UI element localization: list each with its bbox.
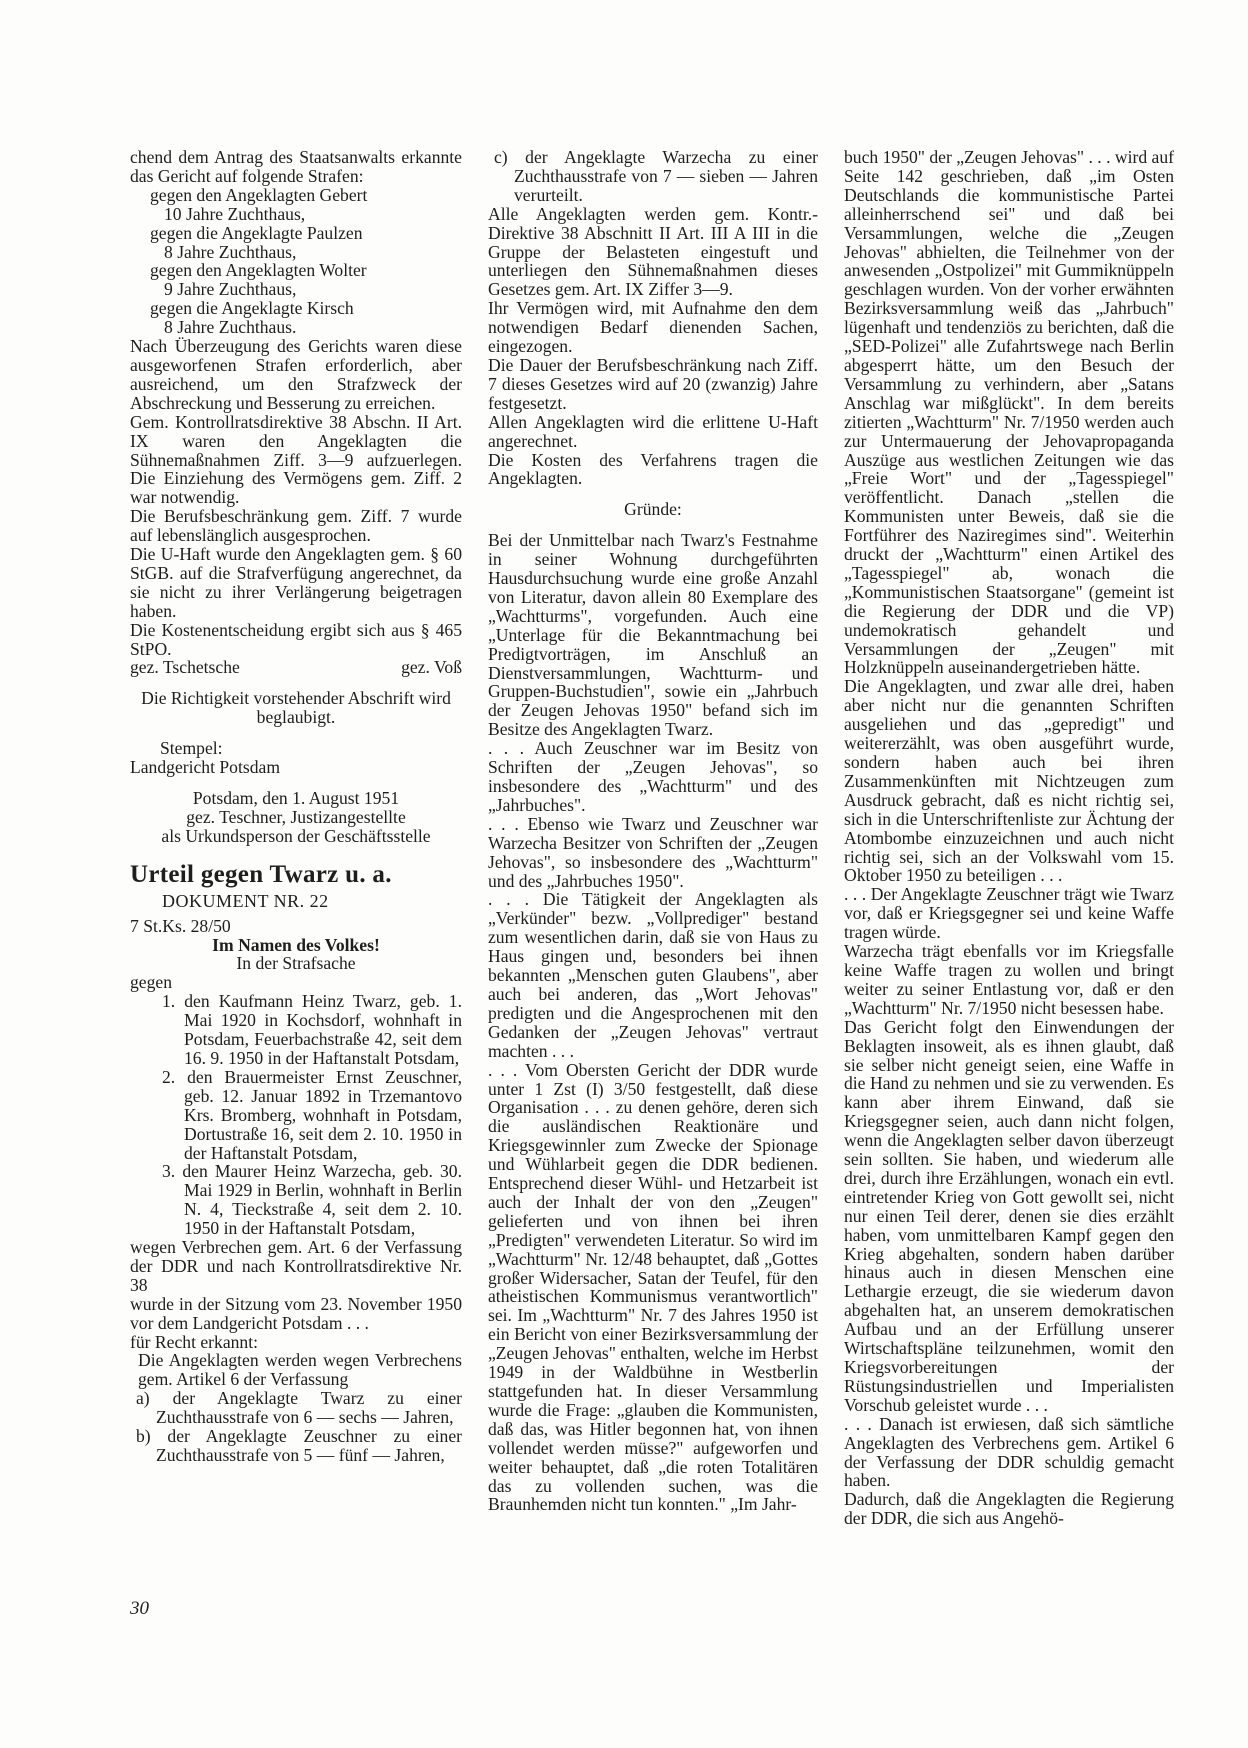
- paragraph: Die Angeklagten, und zwar alle drei, haben aber nicht nur die genannten Schriften ausgeliehen und das „gepredigt" und weitererzählt, was oben ausgeführt wurde, sondern haben auch bei ihren Zusammenkünften mit Nichtzeugen zum Ausdruck gebracht, daß es nicht richtig sei, sich in die Unterschriftenliste zur Ächtung der Atombombe einzuzeichnen und auch nicht richtig sei, sich an der Volkswahl vom 15. Oktober 1950 zu beteiligen . . .: [844, 676, 1174, 886]
- paragraph: Ihr Vermögen wird, mit Aufnahme den dem notwendigen Bedarf dienenden Sachen, eingezogen.: [488, 298, 818, 357]
- paragraph: Die Angeklagten werden wegen Verbrechens gem. Artikel 6 der Verfassung: [138, 1350, 462, 1390]
- paragraph: chend dem Antrag des Staatsanwalts erkannte das Gericht auf folgende Strafen:: [130, 147, 462, 186]
- certification-date: Potsdam, den 1. August 1951: [192, 788, 400, 808]
- certification-signature: gez. Teschner, Justizangestellte: [186, 806, 406, 827]
- sentence-line: gegen die Angeklagte Paulzen: [150, 222, 363, 243]
- sentence-line: 8 Jahre Zuchthaus,: [164, 241, 297, 262]
- certification: Die Richtigkeit vorstehender Abschrift wird beglaubigt.: [141, 688, 451, 728]
- paragraph: Warzecha trägt ebenfalls vor im Kriegsfalle keine Waffe tragen zu wollen und bringt weiter zu seiner Entlastung vor, daß er den „Wachtturm" Nr. 7/1950 nicht besessen habe.: [844, 941, 1174, 1018]
- section-heading: Gründe:: [624, 499, 682, 520]
- paragraph: Bei der Unmittelbar nach Twarz's Festnahme in seiner Wohnung durchgeführten Hausdurchsuchung wurde eine große Anzahl von Literatur, davon allein 80 Exemplare des „Wachtturms", vorgefunden. Auch eine „Unterlage für die Bekanntmachung bei Predigtvorträgen, im Anschluß an Dienstversammlungen, Wachtturm- und Gruppen-Buchstudien", sowie ein „Jahrbuch der Zeugen Jehovas 1950" befand sich im Besitze des Angeklagten Twarz.: [488, 530, 818, 740]
- sentence-line: gegen den Angeklagten Gebert: [150, 184, 368, 205]
- paragraph: buch 1950" der „Zeugen Jehovas" . . . wird auf Seite 142 geschrieben, daß „im Osten Deutschlands die kommunistische Partei alleinherrschend sei" und daß bei Versammlungen, welche die „Zeugen Jehovas" abhielten, die Teilnehmer von der anwesenden „Ostpolizei" mit Gummiknüppeln geschlagen wurden. Von der vorher erwähnten Bezirksversammlung weiß das „Jahrbuch" lügenhaft und tendenziös zu berichten, daß die „SED-Polizei" alle Zufahrtswege nach Berlin abgesperrt hätte, um den Besuch der Versammlung zu verhindern, aber „Satans Anschlag war mißglückt". In dem bereits zitierten „Wachtturm" Nr. 7/1950 werden auch zur Untermauerung der Jehovapropaganda Auszüge aus westlichen Zeitungen wie das „Freie Wort" und der „Tagesspiegel" veröffentlicht. Danach „stellen die Kommunisten unter Beweis, daß sie die Fortführer des Naziregimes sind". Weiterhin druckt der „Wachtturm" einen Artikel des „Tagesspiegel" ab, wonach die „Kommunistischen Staatsorgane" (gemeint ist die Regierung der DDR und die VP) undemokratisch gehandelt und Versammlungen der „Zeugen" mit Holzknüppeln auseinandergetrieben hätte.: [844, 147, 1174, 678]
- paragraph: für Recht erkannt:: [130, 1331, 258, 1352]
- document-heading: Urteil gegen Twarz u. a.: [130, 860, 392, 888]
- defendant-entry: 1. den Kaufmann Heinz Twarz, geb. 1. Mai 1920 in Kochsdorf, wohnhaft in Potsdam, Feuerbachstraße 42, seit dem 16. 9. 1950 in der Haftanstalt Potsdam,: [162, 991, 462, 1068]
- file-reference: 7 St.Ks. 28/50: [130, 915, 231, 936]
- paragraph: Das Gericht folgt den Einwendungen der Beklagten insoweit, als es ihnen glaubt, daß sie selber nicht geneigt seien, eine Waffe in die Hand zu nehmen und sie zu verwenden. Es kann aber ihrem Einwand, daß sie Kriegsgegner seien, auch dann nicht folgen, wenn die Angeklagten selber davon überzeugt sein sollten. Sie haben, und wiederum alle drei, durch ihre Erzählungen, wonach ein evtl. eintretender Krieg von Gott gewollt sei, nicht nur einen Teil derer, denen sie dies erzählt haben, vom unmittelbaren Kampf gegen den Krieg abgehalten, sondern haben darüber hinaus auch in diesen Menschen eine Lethargie erzeugt, die sie wiederum davon abgehalten hat, an unserem demokratischen Aufbau und an der Erfüllung unserer Wirtschaftspläne teilzunehmen, womit den Kriegsvorbereitungen der Rüstungsindustriellen und Imperialisten Vorschub geleistet wurde . . .: [844, 1016, 1174, 1415]
- sentence-item: c) der Angeklagte Warzecha zu einer Zuchthausstrafe von 7 — sieben — Jahren verurteilt.: [494, 147, 818, 205]
- paragraph: wegen Verbrechen gem. Art. 6 der Verfassung der DDR und nach Kontrollratsdirektive Nr. 38: [130, 1237, 462, 1295]
- column-left: [130, 148, 462, 1465]
- paragraph: . . . Die Tätigkeit der Angeklagten als „Verkünder" bezw. „Vollprediger" bestand zum wesentlichen darin, daß sie von Haus zu Haus gingen und, besonders bei ihnen bekannten „Menschen guten Glaubens", aber auch bei anderen, das „Wort Jehovas" predigten und die Angesprochenen mit den Gedanken der „Zeugen Jehovas" vertraut machten . . .: [488, 889, 818, 1061]
- sentence-line: gegen den Angeklagten Wolter: [150, 260, 367, 281]
- paragraph: . . . Auch Zeuschner war im Besitz von Schriften der „Zeugen Jehovas", so insbesondere des „Wachtturm" und des „Jahrbuches".: [488, 738, 818, 815]
- paragraph: Dadurch, daß die Angeklagten die Regierung der DDR, die sich aus Angehö-: [844, 1489, 1174, 1529]
- paragraph: Die Kosten des Verfahrens tragen die Angeklagten.: [488, 449, 818, 489]
- verdict-title: Im Namen des Volkes!: [212, 934, 380, 955]
- paragraph: . . . Der Angeklagte Zeuschner trägt wie Twarz vor, daß er Kriegsgegner sei und keine Waffe tragen würde.: [844, 884, 1174, 943]
- paragraph: Allen Angeklagten wird die erlittene U-Haft angerechnet.: [488, 411, 818, 451]
- paragraph: Gem. Kontrollratsdirektive 38 Abschn. II Art. IX waren den Angeklagten die Sühnemaßnahmen Ziff. 3—9 aufzuerlegen. Die Einziehung des Vermögens gem. Ziff. 2 war notwendig.: [130, 411, 462, 508]
- column-middle: [488, 148, 818, 1514]
- sentence-line: 10 Jahre Zuchthaus,: [164, 203, 306, 224]
- signature-line: [130, 658, 462, 677]
- paragraph: Alle Angeklagten werden gem. Kontr.-Direktive 38 Abschnitt II Art. III A III in die Gruppe der Belasteten eingestuft und unterliegen den Sühnemaßnahmen dieses Gesetzes gem. Art. IX Ziffer 3—9.: [488, 203, 818, 300]
- signature-right: gez. Voß: [401, 657, 462, 678]
- paragraph: Die Dauer der Berufsbeschränkung nach Ziff. 7 dieses Gesetzes wird auf 20 (zwanzig) Jahre festgesetzt.: [488, 354, 818, 413]
- defendant-entry: 2. den Brauermeister Ernst Zeuschner, geb. 12. Januar 1892 in Trzemantovo Krs. Bromberg, wohnhaft in Potsdam, Dortustraße 16, seit dem 2. 10. 1950 in der Haftanstalt Potsdam,: [162, 1066, 462, 1163]
- sentence-line: 9 Jahre Zuchthaus,: [164, 279, 297, 300]
- column-right: [844, 148, 1174, 1528]
- paragraph: Die Berufsbeschränkung gem. Ziff. 7 wurde auf lebenslänglich ausgesprochen.: [130, 506, 462, 546]
- document-number: DOKUMENT NR. 22: [162, 890, 329, 911]
- sentence-item: a) der Angeklagte Twarz zu einer Zuchthausstrafe von 6 — sechs — Jahren,: [136, 1388, 462, 1428]
- stamp-label: Stempel:: [160, 738, 223, 759]
- stamp-text: Landgericht Potsdam: [130, 757, 281, 778]
- sentence-line: gegen die Angeklagte Kirsch: [150, 298, 354, 319]
- paragraph: Die U-Haft wurde den Angeklagten gem. § 60 StGB. auf die Strafverfügung angerechnet, da sie nicht zu ihrer Verlängerung beigetragen haben.: [130, 544, 462, 621]
- sentence-item: b) der Angeklagte Zeuschner zu einer Zuchthausstrafe von 5 — fünf — Jahren,: [136, 1426, 462, 1465]
- case-label: In der Strafsache: [236, 953, 356, 974]
- paragraph: Die Kostenentscheidung ergibt sich aus § 465 StPO.: [130, 619, 462, 659]
- defendant-entry: 3. den Maurer Heinz Warzecha, geb. 30. Mai 1929 in Berlin, wohnhaft in Berlin N. 4, Tieckstraße 4, seit dem 2. 10. 1950 in der Haftanstalt Potsdam,: [162, 1161, 462, 1239]
- paragraph: . . . Vom Obersten Gericht der DDR wurde unter 1 Zst (I) 3/50 festgestellt, daß diese Organisation . . . zu denen gehöre, deren sich die ausländischen Reaktionäre und Kriegsgewinnler zum Zwecke der Spionage und Wühlarbeit gegen die DDR bedienen. Entsprechend dieser Wühl- und Hetzarbeit ist auch der Inhalt der von den „Zeugen" gelieferten und von ihnen bei ihren „Predigten" verwendeten Literatur. So wird im „Wachtturm" Nr. 12/48 behauptet, daß „Gottes großer Widersacher, Satan der Teufel, für den atheistischen Kommunismus verantwortlich" sei. Im „Wachtturm" Nr. 7 des Jahres 1950 ist ein Bericht von einer Bezirksversammlung der „Zeugen Jehovas" enthalten, welche im Herbst 1949 in der Waldbühne in Westberlin stattgefunden hat. In dieser Versammlung wurde die Frage: „glauben die Kommunisten, daß das, was Hitler begonnen hat, von ihnen vollendet werden müsse?" aufgeworfen und weiter behauptet, daß „die roten Totalitären das zu vollenden suchen, was die Braunhemden nicht tun konnten." „Im Jahr-: [488, 1059, 818, 1515]
- against-label: gegen: [130, 972, 173, 993]
- paragraph: wurde in der Sitzung vom 23. November 1950 vor dem Landgericht Potsdam . . .: [130, 1293, 462, 1333]
- paragraph: . . . Danach ist erwiesen, daß sich sämtliche Angeklagten des Verbrechens gem. Artikel 6 der Verfassung der DDR schuldig gemacht haben.: [844, 1413, 1174, 1491]
- certification-role: als Urkundsperson der Geschäftsstelle: [161, 825, 431, 846]
- page-number: 30: [130, 1598, 149, 1619]
- signature-left: gez. Tschetsche: [130, 657, 240, 678]
- sentence-line: 8 Jahre Zuchthaus.: [164, 317, 297, 338]
- paragraph: . . . Ebenso wie Twarz und Zeuschner war Warzecha Besitzer von Schriften der „Zeugen Jehovas", so insbesondere des „Wachtturm" und des „Jahrbuches 1950".: [488, 813, 818, 891]
- paragraph: Nach Überzeugung des Gerichts waren diese ausgeworfenen Strafen erforderlich, aber ausreichend, um den Strafzweck der Abschreckung und Besserung zu erreichen.: [130, 336, 462, 413]
